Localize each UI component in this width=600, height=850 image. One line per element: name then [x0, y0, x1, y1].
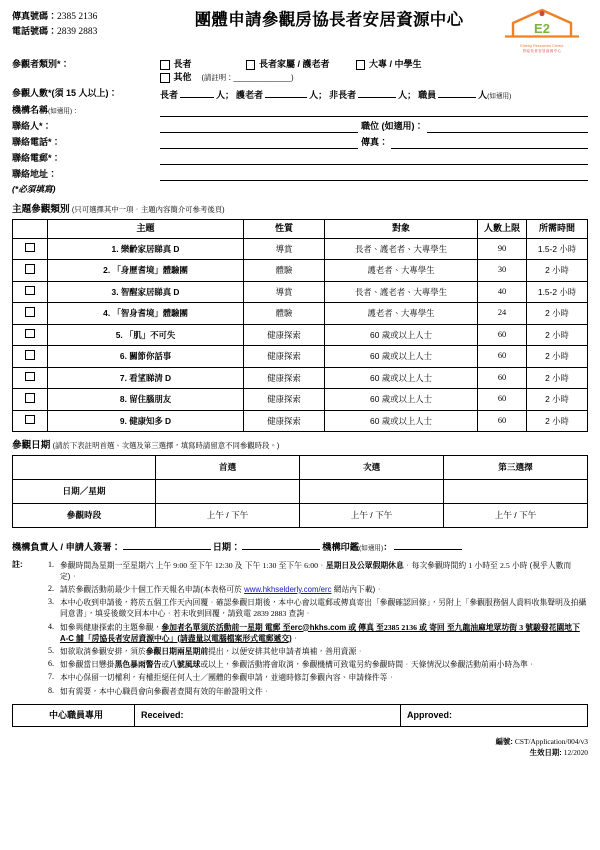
date-choice-header-2: 第三選擇: [444, 456, 588, 480]
topic-name-7: 8. 留住腦朋友: [48, 389, 244, 411]
org-name-row: [12, 102, 588, 117]
note-number-5: 5.: [48, 645, 54, 655]
checkbox-topic-6[interactable]: [25, 350, 35, 360]
footer-date-label: 生效日期:: [529, 747, 562, 757]
topic-nature-3: 體驗: [244, 303, 325, 325]
phone-line: [12, 25, 162, 40]
date-row-label-1: 參觀時段: [13, 504, 156, 528]
headcount-item-1: 護老者: [236, 89, 264, 100]
visitor-option-label-0: 長者: [173, 59, 192, 70]
topic-table-header-row: [13, 219, 588, 238]
table-row: [13, 410, 588, 432]
contact-phone-inputs: [160, 134, 588, 149]
topic-heading-text: 主題參觀類別: [12, 203, 70, 215]
logo-mark-icon: [499, 6, 585, 43]
date-heading-note: (請於下表註明首選、次選及第三選擇，填寫時請留意不同參觀時段。): [52, 441, 280, 451]
note-text-5: 如欲取消參觀安排，須於參觀日期兩星期前提出，以便安排其他申請者填補，善用資源．: [60, 646, 365, 656]
topic-audience-1: 護老者、大專學生: [325, 260, 478, 282]
topic-max-0: 90: [478, 238, 527, 260]
visitor-type-row: [12, 59, 588, 84]
contact-fax-input[interactable]: [391, 134, 588, 149]
org-name-input[interactable]: [160, 102, 588, 117]
topic-duration-8: 2 小時: [527, 410, 588, 432]
org-name-label-main: 機構名稱: [12, 104, 49, 115]
topic-section-heading: [12, 204, 588, 216]
visitor-option-label-2: 大專 / 中學生: [369, 59, 422, 70]
headcount-if-applicable: (如適用): [487, 92, 512, 100]
fax-label: 傳真號碼：: [12, 11, 58, 21]
session-first-choice[interactable]: 上午 / 下午: [156, 504, 300, 528]
checkbox-topic-9[interactable]: [25, 415, 35, 425]
contact-email-label: 聯絡電郵*：: [12, 152, 61, 163]
checkbox-visitor-student[interactable]: [356, 60, 366, 70]
date-choice-header-0: 首選: [156, 456, 300, 480]
notes-spacer-4: [12, 622, 34, 644]
contact-phone-input[interactable]: [160, 134, 358, 149]
headcount-sep-1: ；: [318, 89, 328, 100]
visitor-other-specify[interactable]: (請註明：______________): [201, 73, 294, 83]
note-number-4: 4.: [48, 621, 54, 631]
signature-stamp-colon: ：: [383, 542, 393, 553]
fax-line: [12, 10, 162, 25]
table-row: [13, 324, 588, 346]
headcount-unit-2: 人: [398, 89, 408, 100]
checkbox-visitor-elderly[interactable]: [160, 60, 170, 70]
topic-col-audience: 對象: [325, 219, 478, 238]
phone-label: 電話號碼：: [12, 25, 58, 36]
topic-nature-7: 健康探索: [244, 389, 325, 411]
logo-name-zh: 房協長者安居資源中心: [522, 48, 562, 53]
topic-checkbox-cell-7[interactable]: [13, 389, 48, 411]
topic-col-check: [13, 219, 48, 238]
table-row: [13, 260, 588, 282]
org-name-label-note: (如適用)：: [48, 107, 79, 115]
date-input-first-choice[interactable]: [156, 480, 300, 504]
list-item: [12, 672, 588, 683]
headcount-item-0: 長者: [160, 89, 179, 100]
list-item: [12, 659, 588, 670]
topic-nature-1: 體驗: [244, 260, 325, 282]
checkbox-topic-2[interactable]: [25, 264, 35, 274]
notes-spacer-6: [12, 659, 34, 670]
table-row: [13, 480, 588, 504]
note-text-4: 如參與健康探索的主題參觀，參加者名單須於活動前一星期 電郵 至erc@hkhs.com 或 傳真 至2385 2136 或 寄回 至九龍油麻地眾坊街 3 號駿發花園地下 A-C 舖「房協長者安居資源中心」(請盡量以電腦檔案形式電郵遞交)．: [60, 622, 580, 643]
contact-phone-row: [12, 133, 588, 149]
footer-code-label: 編號:: [495, 736, 513, 746]
headcount-input-nonelderly[interactable]: [358, 88, 396, 98]
topic-audience-0: 長者、護老者、大專學生: [325, 238, 478, 260]
notes-spacer-8: [12, 686, 34, 697]
header-contact-block: [12, 6, 162, 40]
office-received-field[interactable]: Received:: [135, 704, 401, 726]
contact-fax-label: 傳真：: [361, 136, 389, 147]
topic-col-duration: 所需時間: [527, 219, 588, 238]
list-item: [12, 560, 588, 582]
notes-spacer-5: [12, 646, 34, 657]
headcount-fields: [160, 88, 588, 101]
headcount-unit-3: 人: [478, 89, 488, 100]
contact-email-row: [12, 149, 588, 165]
topic-checkbox-cell-5[interactable]: [13, 346, 48, 368]
table-row: [13, 504, 588, 528]
house-logo-icon: [499, 6, 585, 40]
topic-max-5: 60: [478, 346, 527, 368]
office-use-table: [12, 704, 588, 727]
note-text-6: 如參觀當日懸掛黑色暴雨警告或八號風球或以上，參觀活動將會取消，參觀機構可致電另約參觀時間．天條情況以參觀活動前兩小時為準．: [60, 660, 536, 670]
contact-position-label: 職位 (如適用)：: [361, 120, 424, 131]
list-item: [12, 622, 588, 644]
checkbox-topic-7[interactable]: [25, 372, 35, 382]
headcount-unit-0: 人: [216, 89, 226, 100]
visitor-type-options-line2: [160, 72, 588, 83]
checkbox-visitor-other[interactable]: [160, 73, 170, 83]
contact-address-input[interactable]: [160, 166, 588, 181]
contact-fax-group: [358, 134, 588, 149]
signature-stamp-label: 機構印鑑: [322, 542, 360, 553]
page-header: [12, 6, 588, 53]
topic-max-8: 60: [478, 410, 527, 432]
headcount-label: 參觀人數*(須 15 人以上)：: [12, 87, 118, 98]
notes-spacer-2: [12, 584, 34, 595]
date-corner-cell: [13, 456, 156, 480]
svg-text:E2: E2: [534, 21, 550, 36]
topic-nature-0: 導賞: [244, 238, 325, 260]
note-text-7: 本中心保留一切權利，有權拒絕任何人士／團體的參觀申請，並適時修訂參觀內容、申請條件等．: [60, 673, 396, 683]
topic-checkbox-cell-0[interactable]: [13, 238, 48, 260]
table-row: [13, 367, 588, 389]
topic-duration-2: 1.5-2 小時: [527, 281, 588, 303]
topic-col-nature: 性質: [244, 219, 325, 238]
signature-stamp-if: (如適用): [359, 545, 384, 553]
contact-person-inputs: [160, 118, 588, 133]
contact-person-input[interactable]: [160, 118, 358, 133]
note-text-8: 如有需要，本中心職員會向參觀者查閱有效的年齡證明文件．: [60, 686, 271, 696]
fax-number: 2385 2136: [57, 12, 98, 22]
topic-name-5: 6. 關節你話事: [48, 346, 244, 368]
topic-duration-5: 2 小時: [527, 346, 588, 368]
topic-duration-1: 2 小時: [527, 260, 588, 282]
list-item: [12, 686, 588, 697]
headcount-row: [12, 88, 588, 101]
topic-max-4: 60: [478, 324, 527, 346]
date-heading-text: 參觀日期: [12, 440, 51, 452]
page-title: 團體申請參觀房協長者安居資源中心: [194, 11, 464, 29]
session-second-choice[interactable]: 上午 / 下午: [300, 504, 444, 528]
checkbox-topic-1[interactable]: [25, 243, 35, 253]
table-row: [13, 389, 588, 411]
required-field-note: (*必須填寫): [12, 183, 56, 194]
visitor-option-label-3: 其他: [173, 72, 192, 83]
signature-stamp-input[interactable]: [394, 539, 462, 550]
contact-fields: [12, 102, 588, 181]
headcount-input-elderly[interactable]: [180, 88, 214, 98]
topic-checkbox-cell-6[interactable]: [13, 367, 48, 389]
phone-number: 2839 2883: [57, 26, 98, 37]
headcount-item-3: 職員: [418, 89, 437, 100]
topic-col-max: 人數上限: [478, 219, 527, 238]
contact-email-link[interactable]: erc@hkhs.com: [290, 622, 347, 632]
organization-logo: [496, 6, 588, 53]
topic-checkbox-cell-4[interactable]: [13, 324, 48, 346]
headcount-unit-1: 人: [309, 89, 319, 100]
topic-name-6: 7. 看望睇清 D: [48, 367, 244, 389]
contact-person-label: 聯絡人*：: [12, 120, 52, 131]
table-row: [13, 281, 588, 303]
contact-address-label: 聯絡地址：: [12, 168, 58, 179]
topic-heading-note: (只可選擇其中一項．主題內容簡介可參考後頁): [71, 204, 225, 214]
contact-person-row: [12, 117, 588, 133]
signature-input[interactable]: [123, 539, 211, 550]
topic-duration-0: 1.5-2 小時: [527, 238, 588, 260]
note-number-2: 2.: [48, 583, 54, 593]
footer-code-value: CST/Application/004/v3: [514, 736, 588, 746]
signature-date-label: 日期：: [212, 542, 241, 553]
list-item: [12, 597, 588, 619]
topic-checkbox-cell-2[interactable]: [13, 281, 48, 303]
topic-checkbox-cell-1[interactable]: [13, 260, 48, 282]
topic-nature-8: 健康探索: [244, 410, 325, 432]
topic-audience-4: 60 歲或以上人士: [325, 324, 478, 346]
checkbox-topic-8[interactable]: [25, 393, 35, 403]
date-section-heading: [12, 440, 588, 452]
headcount-input-carer[interactable]: [265, 88, 307, 98]
topic-name-8: 9. 健康知多 D: [48, 410, 244, 432]
website-link[interactable]: www.hkhselderly.com/erc: [244, 584, 332, 594]
topic-checkbox-cell-8[interactable]: [13, 410, 48, 432]
table-row: [13, 704, 588, 726]
topic-checkbox-cell-3[interactable]: [13, 303, 48, 325]
document-footer: [12, 736, 588, 758]
topic-audience-7: 60 歲或以上人士: [325, 389, 478, 411]
notes-section: [12, 560, 588, 697]
topic-duration-7: 2 小時: [527, 389, 588, 411]
notes-spacer-7: [12, 672, 34, 683]
topic-duration-4: 2 小時: [527, 324, 588, 346]
note-text-3: 本中心收到申請後，將於五個工作天內回覆．確認參觀日期後，本中心會以電郵或傳真寄出「參觀確認回條」，另附上「參觀服務個人資料收集聲明及拍攝同意書」，填妥後繳交回本中心．若未收到回覆，請致電 2839 2883 查詢．: [60, 598, 587, 619]
checkbox-topic-5[interactable]: [25, 329, 35, 339]
topic-max-1: 30: [478, 260, 527, 282]
topic-nature-5: 健康探索: [244, 346, 325, 368]
topic-nature-2: 導賞: [244, 281, 325, 303]
topic-audience-8: 60 歲或以上人士: [325, 410, 478, 432]
topic-name-0: 1. 樂齡家居睇真 D: [48, 238, 244, 260]
topic-max-7: 60: [478, 389, 527, 411]
date-input-third-choice[interactable]: [444, 480, 588, 504]
topic-max-2: 40: [478, 281, 527, 303]
signature-date-input[interactable]: [242, 539, 320, 550]
visitor-type-options: [160, 59, 588, 84]
headcount-sep-2: ；: [407, 89, 417, 100]
footer-code-line: [12, 736, 588, 747]
contact-position-group: [358, 118, 588, 133]
list-item: [12, 584, 588, 595]
visitor-type-label: 參觀者類別*：: [12, 59, 70, 70]
topic-nature-6: 健康探索: [244, 367, 325, 389]
note-number-3: 3.: [48, 597, 54, 607]
contact-email-input[interactable]: [160, 150, 588, 165]
signature-label: 機構負責人 / 申請人簽署：: [12, 542, 121, 553]
topic-table-body: [13, 238, 588, 432]
table-row: [13, 303, 588, 325]
topic-audience-2: 長者、護老者、大專學生: [325, 281, 478, 303]
contact-address-row: [12, 165, 588, 181]
headcount-sep-0: ；: [225, 89, 235, 100]
checkbox-topic-3[interactable]: [25, 286, 35, 296]
notes-label: 註:: [12, 559, 23, 569]
topic-name-2: 3. 智醒家居睇真 D: [48, 281, 244, 303]
signature-row: [12, 539, 588, 554]
office-use-label: 中心職員專用: [13, 704, 135, 726]
date-choice-table: [12, 455, 588, 528]
note-number-6: 6.: [48, 659, 54, 669]
table-row: [13, 238, 588, 260]
topic-name-1: 2. 「身歷耆境」體驗團: [48, 260, 244, 282]
list-item: [12, 646, 588, 657]
topic-audience-5: 60 歲或以上人士: [325, 346, 478, 368]
topic-table: [12, 219, 588, 433]
headcount-item-2: 非長者: [329, 89, 357, 100]
date-input-second-choice[interactable]: [300, 480, 444, 504]
office-approved-field[interactable]: Approved:: [401, 704, 588, 726]
visitor-option-label-1: 長者家屬 / 護老者: [259, 59, 330, 70]
contact-position-input[interactable]: [427, 118, 589, 133]
note-number-1: 1.: [48, 559, 54, 569]
topic-max-3: 24: [478, 303, 527, 325]
date-choice-header-1: 次選: [300, 456, 444, 480]
contact-phone-label: 聯絡電話*：: [12, 136, 61, 147]
topic-duration-6: 2 小時: [527, 367, 588, 389]
date-row-label-0: 日期／星期: [13, 480, 156, 504]
logo-name-en: Elderly Resources Centre: [520, 44, 564, 49]
topic-name-4: 5. 「肌」不可失: [48, 324, 244, 346]
topic-duration-3: 2 小時: [527, 303, 588, 325]
headcount-input-staff[interactable]: [438, 88, 476, 98]
note-number-8: 8.: [48, 685, 54, 695]
footer-date-value: 12/2020: [563, 747, 588, 757]
org-name-label: [12, 105, 160, 117]
checkbox-topic-4[interactable]: [25, 307, 35, 317]
topic-col-topic: 主題: [48, 219, 244, 238]
note-number-7: 7.: [48, 672, 54, 682]
visitor-type-options-line1: [160, 59, 588, 70]
checkbox-visitor-family-carer[interactable]: [246, 60, 256, 70]
table-row: [13, 346, 588, 368]
note-text-2: 請於參觀活動前最少十個工作天報名申請(本表格可於 www.hkhselderly.com/erc 網站內下載)．: [60, 584, 384, 594]
topic-max-6: 60: [478, 367, 527, 389]
footer-date-line: [12, 747, 588, 758]
topic-name-3: 4. 「智身耆境」體驗團: [48, 303, 244, 325]
note-text-1: 參觀時間為星期一至星期六 上午 9:00 至下午 12:30 及 下午 1:30 至下午 6:00．星期日及公眾假期休息．每次參觀時間約 1 小時至 2.5 小時 (視乎人數而定)．: [60, 560, 572, 581]
notes-spacer-3: [12, 597, 34, 619]
date-table-header-row: [13, 456, 588, 480]
topic-audience-3: 護老者、大專學生: [325, 303, 478, 325]
topic-audience-6: 60 歲或以上人士: [325, 367, 478, 389]
topic-nature-4: 健康探索: [244, 324, 325, 346]
session-third-choice[interactable]: 上午 / 下午: [444, 504, 588, 528]
